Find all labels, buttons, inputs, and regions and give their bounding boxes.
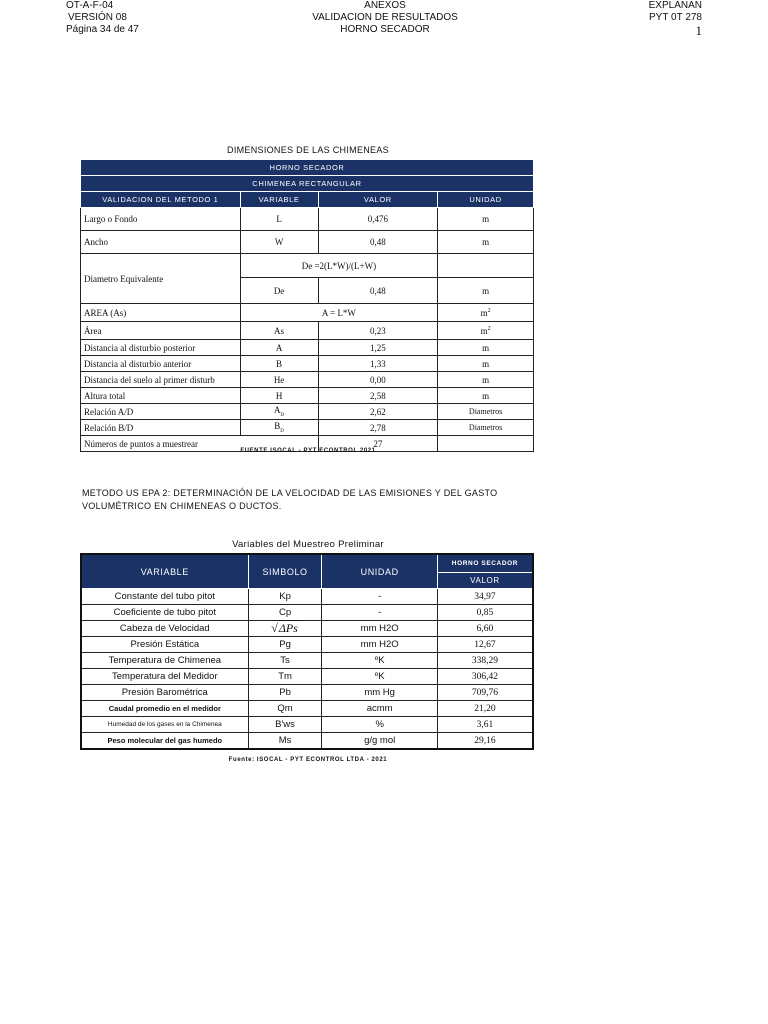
sheet-number: 1 [695, 23, 702, 38]
table2-caption: Variables del Muestreo Preliminar [232, 539, 384, 550]
row-label: Distancia al disturbio anterior [81, 356, 241, 372]
row-value: 21,20 [437, 701, 533, 717]
col-header: VARIABLE [81, 554, 248, 589]
row-unit: mm H2O [322, 621, 437, 637]
table-row [81, 733, 533, 750]
row-unit: m [438, 372, 534, 388]
band-chimenea: CHIMENEA RECTANGULAR [81, 176, 534, 192]
row-unit: m [438, 356, 534, 372]
table-row [81, 388, 534, 404]
project-code: PYT 0T 278 [649, 12, 702, 23]
row-variable: $B_D$ [240, 420, 318, 436]
row-value: 0,00 [318, 372, 438, 388]
row-variable: A [240, 340, 318, 356]
table-row [81, 637, 533, 653]
header-right [649, 0, 702, 38]
page-number: Página 34 de 47 [66, 24, 139, 35]
row-label: Distancia del suelo al primer disturb [81, 372, 241, 388]
row-label: Constante del tubo pitot [81, 589, 248, 605]
row-unit: % [322, 717, 437, 733]
row-unit: m [438, 208, 534, 231]
section-title: ANEXOS [364, 0, 406, 11]
row-value: 29,16 [437, 733, 533, 750]
row-symbol: √ΔPs [248, 621, 322, 637]
row-unit: mm Hg [322, 685, 437, 701]
table-row [81, 304, 534, 322]
table-row [81, 404, 534, 420]
row-value: 709,76 [437, 685, 533, 701]
row-label: Largo o Fondo [81, 208, 241, 231]
col-header: SIMBOLO [248, 554, 322, 589]
table-row [81, 231, 534, 254]
table-row [81, 653, 533, 669]
row-unit: $m^2$ [438, 322, 534, 340]
table-row [81, 701, 533, 717]
row-value: 0,48 [318, 231, 438, 254]
formula-cell: De =2(L*W)/(L+W) [240, 254, 438, 278]
row-symbol: Qm [248, 701, 322, 717]
row-variable: L [240, 208, 318, 231]
row-value: 1,33 [318, 356, 438, 372]
row-symbol: Tm [248, 669, 322, 685]
row-value: 2,58 [318, 388, 438, 404]
row-label: Caudal promedio en el medidor [81, 701, 248, 717]
table-row [81, 605, 533, 621]
row-variable: As [240, 322, 318, 340]
row-label: Coeficiente de tubo pitot [81, 605, 248, 621]
doc-version: VERSIÓN 08 [68, 12, 127, 23]
row-unit: g/g mol [322, 733, 437, 750]
formula-cell: A = L*W [240, 304, 438, 322]
row-value: 12,67 [437, 637, 533, 653]
doc-code: OT-A-F-04 [66, 0, 114, 11]
table-row [81, 669, 533, 685]
col-header: UNIDAD [438, 192, 534, 208]
col-header: UNIDAD [322, 554, 437, 589]
row-variable: W [240, 231, 318, 254]
row-symbol: Pb [248, 685, 322, 701]
row-unit: m [438, 278, 534, 304]
row-value: 0,85 [437, 605, 533, 621]
method-description: METODO US EPA 2: DETERMINACIÓN DE LA VELOCIDAD DE LAS EMISIONES Y DEL GASTO VOLUMÉTRICO EN CHIMENEAS O DUCTOS. [82, 488, 498, 511]
row-symbol: Kp [248, 589, 322, 605]
chimney-dimensions-table [80, 159, 534, 452]
row-unit: m [438, 340, 534, 356]
row-label: Peso molecular del gas humedo [81, 733, 248, 750]
table-row [81, 340, 534, 356]
col-header: VARIABLE [240, 192, 318, 208]
company-name: EXPLANAN [648, 0, 702, 11]
empty-cell [438, 254, 534, 278]
header-left [66, 0, 139, 36]
row-variable: He [240, 372, 318, 388]
table1-caption: DIMENSIONES DE LAS CHIMENEAS [227, 145, 389, 155]
col-header: VALOR [318, 192, 438, 208]
header-center [270, 0, 500, 36]
row-value: 338,29 [437, 653, 533, 669]
table-row [81, 356, 534, 372]
table-row [81, 589, 533, 605]
row-unit: - [322, 589, 437, 605]
row-label: Relación A/D [81, 404, 241, 420]
equipment-title: HORNO SECADOR [340, 24, 430, 35]
row-label: Área [81, 322, 241, 340]
row-unit: Diametros [438, 404, 534, 420]
row-variable: B [240, 356, 318, 372]
row-label: Presión Estática [81, 637, 248, 653]
row-variable: De [240, 278, 318, 304]
row-value: 0,48 [318, 278, 438, 304]
row-label: Cabeza de Velocidad [81, 621, 248, 637]
table-row [81, 420, 534, 436]
row-symbol: B'ws [248, 717, 322, 733]
table-row [81, 372, 534, 388]
table-row [81, 717, 533, 733]
row-unit: ºK [322, 653, 437, 669]
row-label: Humedad de los gases en la Chimenea [81, 717, 248, 733]
row-label: Altura total [81, 388, 241, 404]
table-row [81, 322, 534, 340]
row-label: Diametro Equivalente [81, 254, 241, 304]
row-value: 1,25 [318, 340, 438, 356]
doc-subtitle: VALIDACION DE RESULTADOS [312, 12, 458, 23]
row-value: 0,23 [318, 322, 438, 340]
row-label: Presión Barométrica [81, 685, 248, 701]
row-label: Ancho [81, 231, 241, 254]
row-label: AREA (As) [81, 304, 241, 322]
row-unit: mm H2O [322, 637, 437, 653]
table1-source: FUENTE ISOCAL - PYT ECONTROL 2021 [240, 448, 376, 454]
row-label: Distancia al disturbio posterior [81, 340, 241, 356]
row-symbol: Cp [248, 605, 322, 621]
row-unit: $m^2$ [438, 304, 534, 322]
row-unit: ºK [322, 669, 437, 685]
group-header: HORNO SECADOR [437, 554, 533, 573]
row-value: 2,78 [318, 420, 438, 436]
col-header: VALIDACION DEL METODO 1 [81, 192, 241, 208]
table-row [81, 621, 533, 637]
row-value: 27 [318, 436, 438, 452]
row-variable: H [240, 388, 318, 404]
preliminary-sampling-table [80, 553, 534, 750]
table-row [81, 208, 534, 231]
row-unit: m [438, 231, 534, 254]
valor-header: VALOR [437, 573, 533, 589]
band-horno: HORNO SECADOR [81, 160, 534, 176]
row-unit: - [322, 605, 437, 621]
row-label: Temperatura del Medidor [81, 669, 248, 685]
row-value: 34,97 [437, 589, 533, 605]
table-row [81, 254, 534, 278]
row-symbol: Ms [248, 733, 322, 750]
table2-source: Fuente: ISOCAL - PYT ECONTROL LTDA - 2021 [228, 757, 388, 763]
row-value: 306,42 [437, 669, 533, 685]
row-unit: m [438, 388, 534, 404]
row-value: 2,62 [318, 404, 438, 420]
table-row [81, 685, 533, 701]
row-value: 0,476 [318, 208, 438, 231]
row-label: Relación B/D [81, 420, 241, 436]
row-label: Números de puntos a muestrear [81, 436, 319, 452]
row-unit: Diametros [438, 420, 534, 436]
row-value: 3,61 [437, 717, 533, 733]
row-unit: acmm [322, 701, 437, 717]
row-symbol: Ts [248, 653, 322, 669]
row-variable: $A_D$ [240, 404, 318, 420]
row-value: 6,60 [437, 621, 533, 637]
row-label: Temperatura de Chimenea [81, 653, 248, 669]
row-symbol: Pg [248, 637, 322, 653]
